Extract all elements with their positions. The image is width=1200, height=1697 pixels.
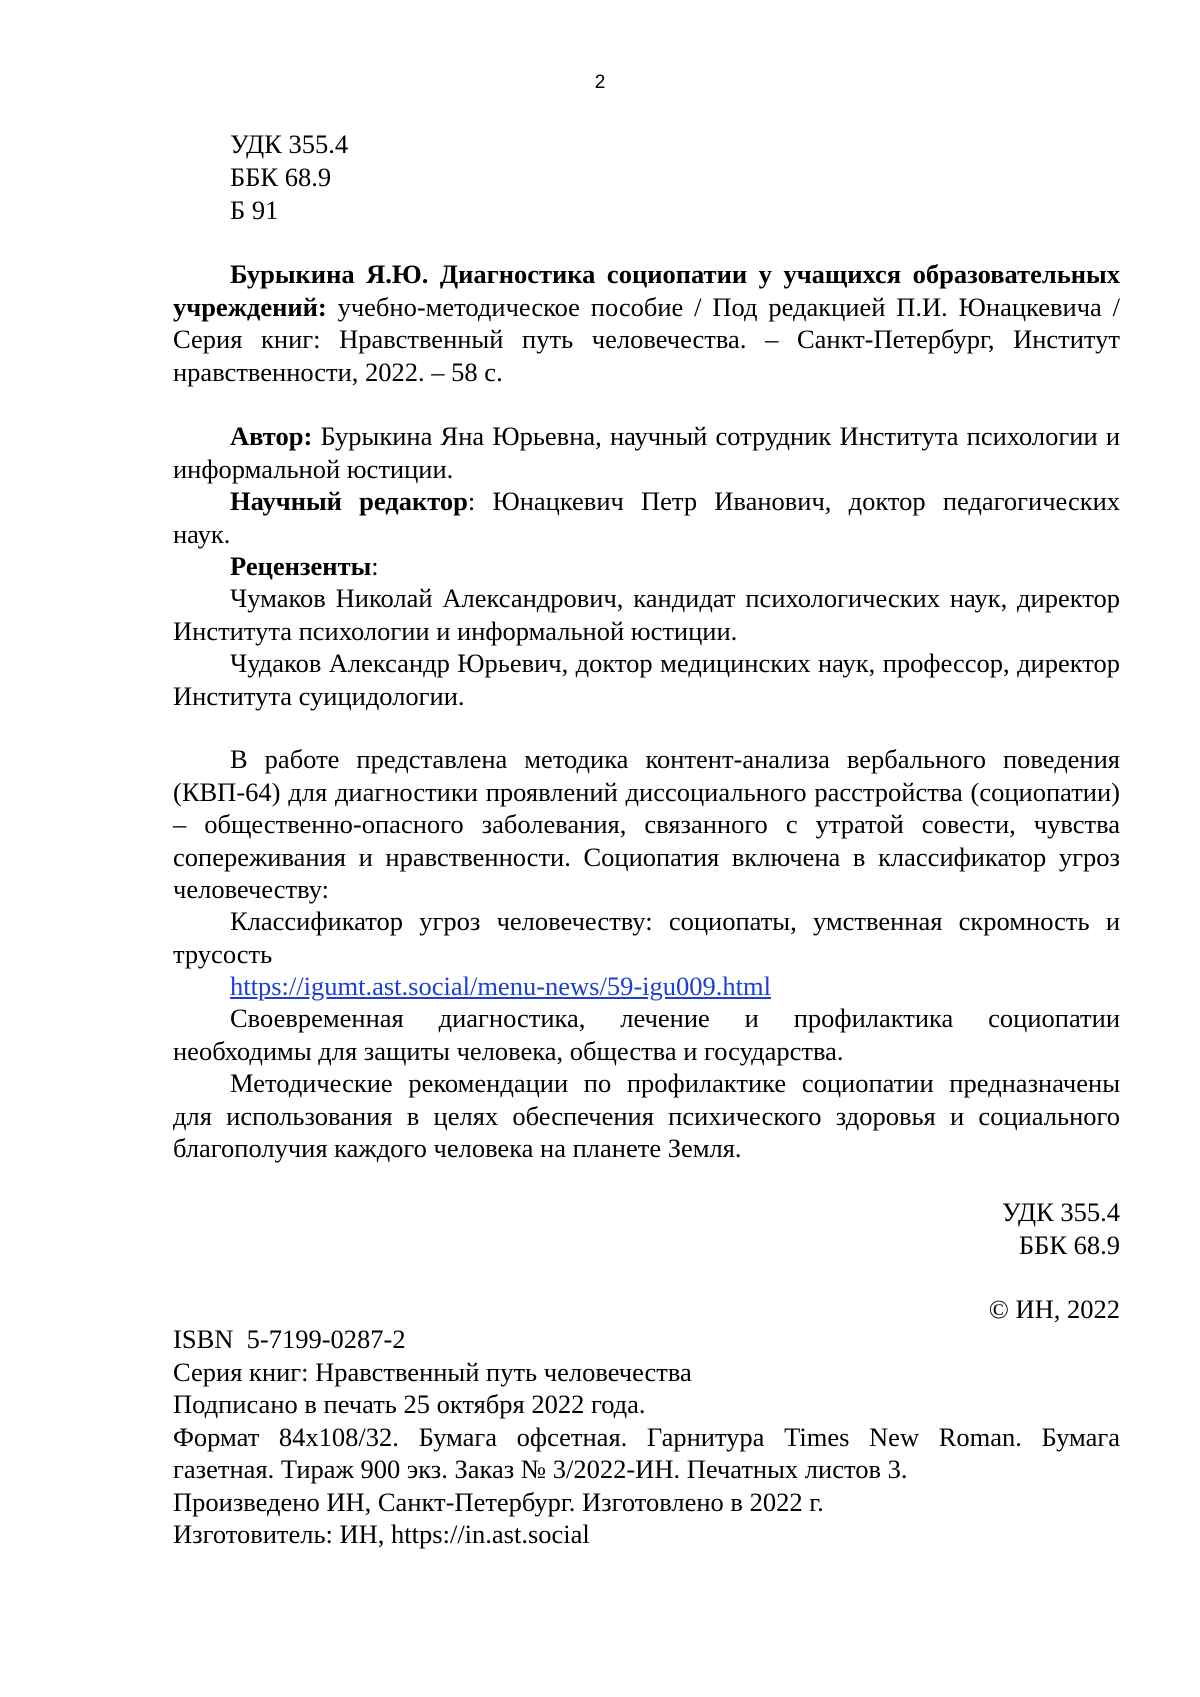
- series: Серия книг: Нравственный путь человечества: [173, 1356, 692, 1387]
- author-label: Автор:: [230, 421, 313, 451]
- editor-info: [173, 485, 1120, 550]
- author-text: Бурыкина Яна Юрьевна, научный сотрудник Института психологии и информальной юстиции.: [173, 421, 1120, 484]
- classification-codes: [230, 128, 348, 227]
- udk-code: УДК 355.4: [230, 129, 349, 159]
- print-format: Формат 84х108/32. Бумага офсетная. Гарнитура Times New Roman. Бумага газетная. Тираж 900 экз. Заказ № 3/2022-ИН. Печатных листов 3.: [173, 1421, 1120, 1484]
- imprint: [173, 1323, 1120, 1551]
- editor-label: Научный редактор: [230, 486, 468, 516]
- manufacturer: Изготовитель: ИН, https://in.ast.social: [173, 1519, 590, 1549]
- threat-classifier-link[interactable]: https://igumt.ast.social/menu-news/59-igu009.html: [230, 971, 771, 1001]
- isbn: ISBN 5-7199-0287-2: [173, 1324, 406, 1354]
- page-number: 2: [594, 72, 606, 93]
- udk-code: УДК 355.4: [1001, 1197, 1120, 1227]
- abstract-paragraph: Классификатор угроз человечеству: социопаты, умственная скромность и трусость: [173, 906, 1120, 969]
- author-info: [173, 420, 1120, 485]
- citation-details: учебно-методическое пособие / Под редакцией П.И. Юнацкевича / Серия книг: Нравственный путь человечества. – Санкт-Петербург, Институт нравственности, 2022. – 58 с.: [173, 291, 1120, 387]
- reviewers-label: Рецензенты: [230, 551, 372, 581]
- reviewers-heading: Рецензенты:: [230, 551, 379, 581]
- copyright: © ИН, 2022: [988, 1294, 1120, 1324]
- reviewer-item: Чумаков Николай Александрович, кандидат психологических наук, директор Института психологии и информальной юстиции.: [173, 583, 1120, 646]
- produced: Произведено ИН, Санкт-Петербург. Изготовлено в 2022 г.: [173, 1486, 824, 1517]
- abstract-paragraph: В работе представлена методика контент-анализа вербального поведения (КВП-64) для диагностики проявлений диссоциального расстройства (социопатии) – общественно-опасного заболевания, связанного с утратой совести, чувства сопереживания и нравственности. Социопатия включена в классификатор угроз человечеству:: [173, 744, 1120, 904]
- reviewer-item: Чудаков Александр Юрьевич, доктор медицинских наук, профессор, директор Института суицидологии.: [173, 648, 1120, 711]
- bibliographic-citation: [173, 258, 1120, 388]
- signed-date: Подписано в печать 25 октября 2022 года.: [173, 1389, 646, 1419]
- bbk-code: ББК 68.9: [230, 162, 332, 192]
- abstract-paragraph: Своевременная диагностика, лечение и профилактика социопатии необходимы для защиты человека, общества и государства.: [173, 1003, 1120, 1066]
- link-paragraph: [173, 970, 1120, 1003]
- codes-right: [173, 1196, 1120, 1326]
- author-mark: Б 91: [230, 195, 279, 225]
- editor-text: : Юнацкевич Петр Иванович, доктор педагогических наук.: [173, 486, 1121, 549]
- abstract-paragraph: Методические рекомендации по профилактике социопатии предназначены для использования в целях обеспечения психического здоровья и социального благополучия каждого человека на планете Земля.: [173, 1068, 1120, 1163]
- citation-title: Бурыкина Я.Ю. Диагностика социопатии у учащихся образовательных учреждений:: [173, 259, 1120, 322]
- bbk-code: ББК 68.9: [1018, 1229, 1120, 1260]
